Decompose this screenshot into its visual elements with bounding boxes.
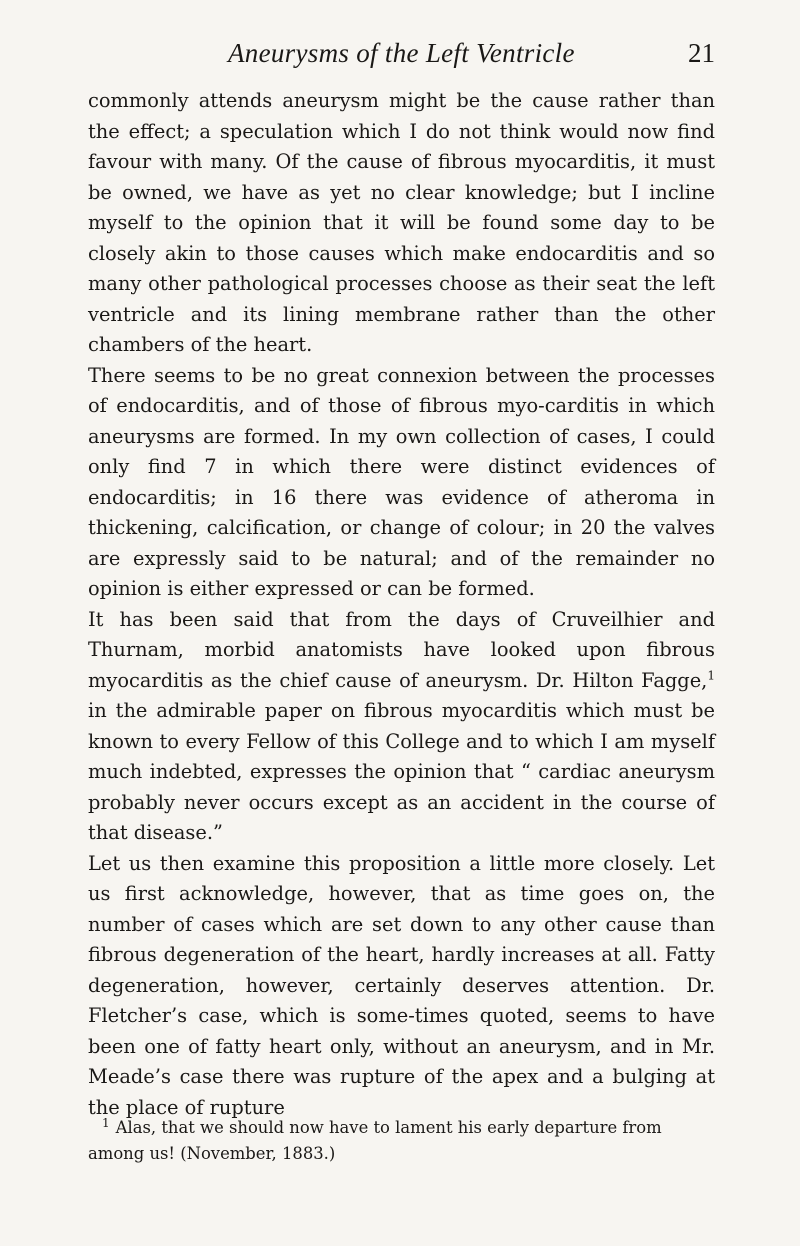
- footnote: [88, 1115, 715, 1167]
- paragraph-4: Let us then examine this proposition a little more closely. Let us first acknowledge, however, that as time goes on, the number of cases which are set down to any other cause than fibrous degeneration of the heart, hardly increases at all. Fatty degeneration, however, certainly deserves attention. Dr. Fletcher’s case, which is some-times quoted, seems to have been one of fatty heart only, without an aneurysm, and in Mr. Meade’s case there was rupture of the apex and a bulging at the place of rupture: [88, 851, 715, 1119]
- title-word-ventricle: Ventricle: [469, 38, 575, 68]
- page-number: 21: [688, 38, 715, 68]
- footnote-mark: 1: [102, 1115, 110, 1130]
- paragraph-3: [88, 605, 715, 849]
- title-words-of-the: of the: [349, 38, 426, 68]
- footnote-text: Alas, that we should now have to lament his early departure from among us! (November, 1883.): [88, 1118, 662, 1163]
- paragraph-2: There seems to be no great connexion between the processes of endocarditis, and of those of fibrous myo-carditis in which aneurysms are formed. In my own collection of cases, I could only find 7 in which there were distinct evidences of endocarditis; in 16 there was evidence of atheroma in thickening, calcification, or change of colour; in 20 the valves are expressly said to be natural; and of the remainder no opinion is either expressed or can be formed.: [88, 363, 715, 600]
- paragraph-3-start: It has been said that from the days of Cruveilhier and Thurnam, morbid anatomists have looked upon fibrous myocarditis as the chief cause of aneurysm. Dr. Hilton Fagge,: [88, 607, 715, 692]
- running-title: [228, 38, 575, 69]
- title-word-left: Left: [425, 38, 470, 68]
- title-word-aneurysms: Aneurysms: [228, 38, 350, 68]
- paragraph-1: commonly attends aneurysm might be the cause rather than the effect; a speculation which I do not think would now find favour with many. Of the cause of fibrous myocarditis, it must be owned, we have as yet no clear knowledge; but I incline myself to the opinion that it will be found some day to be closely akin to those causes which make endocarditis and so many other pathological processes choose as their seat the left ventricle and its lining membrane rather than the other chambers of the heart.: [88, 89, 715, 356]
- running-header: [88, 38, 715, 78]
- page-body: [88, 86, 715, 1123]
- paragraph-3-end: in the admirable paper on fibrous myocarditis which must be known to every Fellow of this College and to which I am myself much indebted, expresses the opinion that “ cardiac aneurysm probably never occurs except as an accident in the course of that disease.”: [88, 699, 715, 844]
- footnote-reference: 1: [707, 668, 715, 683]
